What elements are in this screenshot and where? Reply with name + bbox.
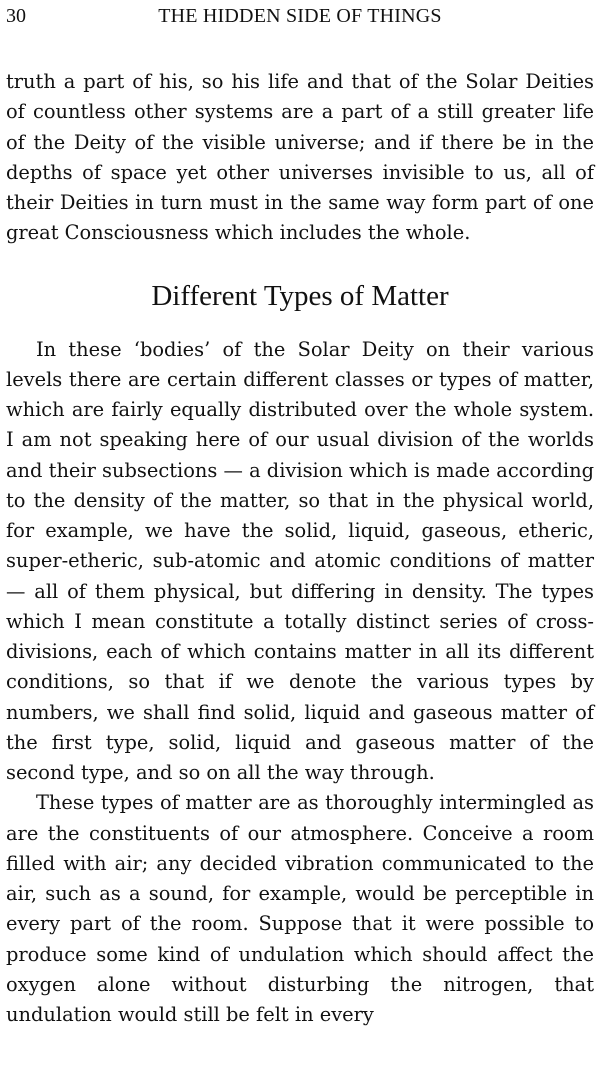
paragraph-1: truth a part of his, so his life and that of the Solar Deities of countless other systems are a part of a still greater life of the Deity of the visible universe; and if there be in the depths of space yet other universes invisible to us, all of their Deities in turn must in the same way form part of one great Consciousness which includes the whole. xyxy=(6,70,594,245)
page-number: 30 xyxy=(6,5,26,27)
running-head xyxy=(6,3,594,29)
section-heading: Different Types of Matter xyxy=(151,279,449,312)
running-title: THE HIDDEN SIDE OF THINGS xyxy=(158,5,442,27)
paragraph-3: These types of matter are as thoroughly intermingled as are the constituents of our atmosphere. Conceive a room filled with air; any decided vibration communicated to the air, such as a sound, for example, would be perceptible in every part of the room. Suppose that it were possible to produce some kind of undulation which should affect the oxygen alone without disturbing the nitrogen, that undulation would still be felt in every xyxy=(6,791,594,1026)
page-body xyxy=(6,67,594,1030)
paragraph-2: In these ‘bodies’ of the Solar Deity on their various levels there are certain different classes or types of matter, which are fairly equally distributed over the whole system. I am not speaking here of our usual division of the worlds and their subsections — a division which is made according to the density of the matter, so that in the physical world, for example, we have the solid, liquid, gaseous, etheric, super-etheric, sub-atomic and atomic conditions of matter — all of them physical, but differing in density. The types which I mean constitute a totally distinct series of cross-divisions, each of which contains matter in all its different conditions, so that if we denote the various types by numbers, we shall find solid, liquid and gaseous matter of the first type, solid, liquid and gaseous matter of the second type, and so on all the way through. xyxy=(6,337,594,784)
